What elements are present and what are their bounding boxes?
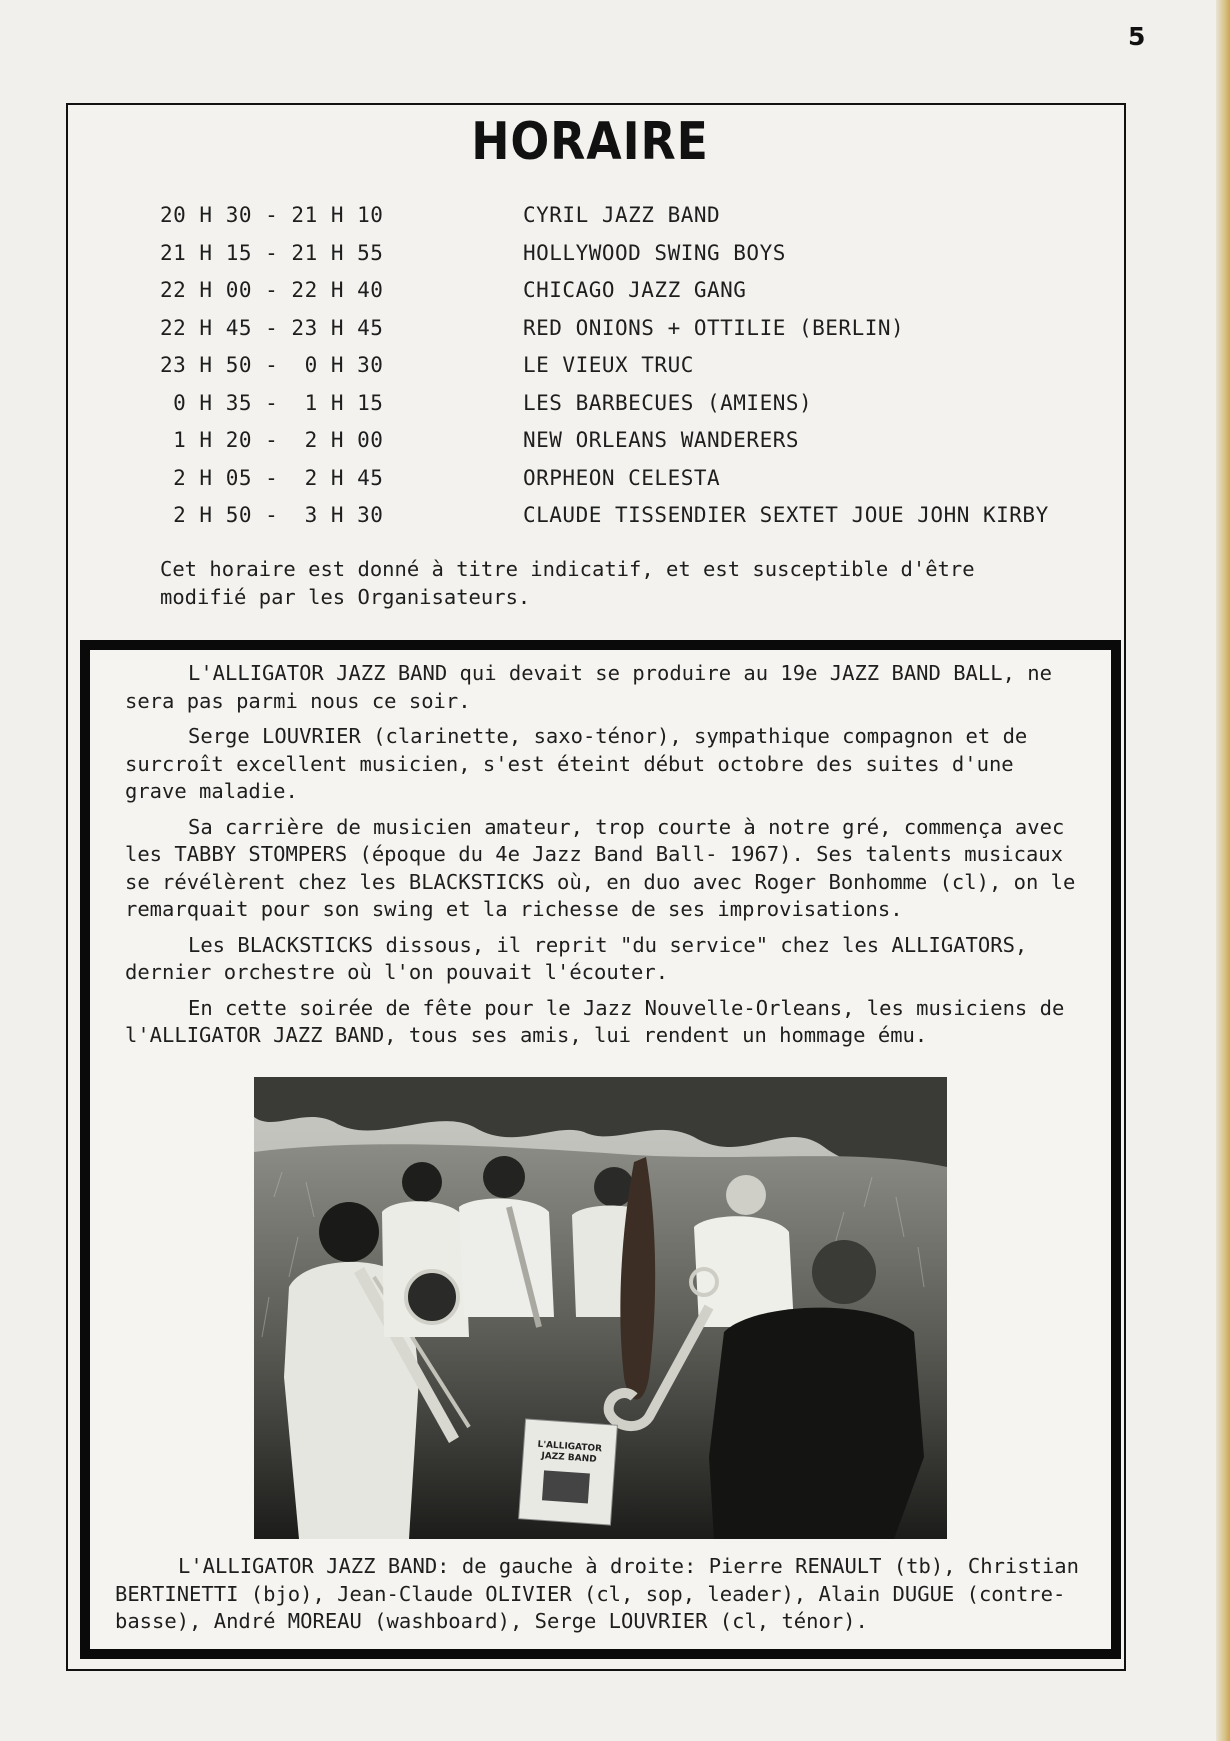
schedule-table [160, 203, 1060, 541]
schedule-band: RED ONIONS + OTTILIE (BERLIN) [523, 315, 905, 340]
tribute-paragraph: Sa carrière de musicien amateur, trop courte à notre gré, commença avec les TABBY STOMPERS (époque du 4e Jazz Band Ball- 1967). Ses talents musicaux se révélèrent chez les BLACKSTICKS où, en duo avec Roger Bonhomme (cl), on le remarquait pour son swing et la richesse de ses improvisations. [125, 814, 1076, 921]
schedule-row [160, 391, 1060, 429]
schedule-row [160, 428, 1060, 466]
schedule-time: 1 H 20 - 2 H 00 [160, 428, 384, 452]
schedule-row [160, 241, 1060, 279]
schedule-row [160, 466, 1060, 504]
schedule-band: NEW ORLEANS WANDERERS [523, 428, 800, 452]
tribute-paragraph: Serge LOUVRIER (clarinette, saxo-ténor), sympathique compagnon et de surcroît excellent musicien, s'est éteint début octobre des suites d'une grave maladie. [125, 724, 1028, 803]
schedule-time: 22 H 00 - 22 H 40 [160, 278, 384, 302]
schedule-time: 0 H 35 - 1 H 15 [160, 390, 384, 415]
schedule-note: Cet horaire est donné à titre indicatif, et est susceptible d'être modifié par les Organisateurs. [160, 557, 975, 609]
album-cover-text: L'ALLIGATORJAZZ BAND [537, 1439, 603, 1465]
schedule-band: CLAUDE TISSENDIER SEXTET JOUE JOHN KIRBY [523, 503, 1049, 527]
schedule-row [160, 203, 1060, 241]
schedule-band: HOLLYWOOD SWING BOYS [523, 240, 786, 265]
tribute-text [125, 660, 1085, 1058]
schedule-time: 22 H 45 - 23 H 45 [160, 315, 384, 340]
schedule-band: CHICAGO JAZZ GANG [523, 278, 747, 302]
band-photo-illustration [254, 1077, 947, 1539]
band-photo [254, 1077, 947, 1539]
schedule-time: 23 H 50 - 0 H 30 [160, 353, 384, 377]
schedule-time: 20 H 30 - 21 H 10 [160, 203, 384, 227]
schedule-time: 2 H 05 - 2 H 45 [160, 465, 384, 490]
tribute-paragraph: En cette soirée de fête pour le Jazz Nouvelle-Orleans, les musiciens de l'ALLIGATOR JAZZ BAND, tous ses amis, lui rendent un hommage ému. [125, 995, 1065, 1047]
schedule-band: ORPHEON CELESTA [523, 465, 721, 490]
photo-caption: L'ALLIGATOR JAZZ BAND: de gauche à droite: Pierre RENAULT (tb), Christian BERTINETTI (bjo), Jean-Claude OLIVIER (cl, sop, leader), Alain DUGUE (contre-basse), André MOREAU (washboard), Serge LOUVRIER (cl, ténor). [115, 1554, 1079, 1633]
tribute-paragraph: L'ALLIGATOR JAZZ BAND qui devait se produire au 19e JAZZ BAND BALL, ne sera pas parmi nous ce soir. [125, 661, 1052, 713]
paper-edge [1216, 0, 1230, 1741]
schedule-row [160, 353, 1060, 391]
page-number: 5 [1128, 22, 1146, 51]
schedule-band: LES BARBECUES (AMIENS) [523, 390, 813, 415]
schedule-band: LE VIEUX TRUC [523, 353, 694, 377]
tribute-paragraph: Les BLACKSTICKS dissous, il reprit "du service" chez les ALLIGATORS, dernier orchestre où l'on pouvait l'écouter. [125, 932, 1028, 984]
schedule-time: 2 H 50 - 3 H 30 [160, 503, 384, 527]
schedule-title: HORAIRE [471, 112, 709, 172]
schedule-row [160, 278, 1060, 316]
schedule-band: CYRIL JAZZ BAND [523, 203, 721, 227]
schedule-row [160, 503, 1060, 541]
schedule-row [160, 316, 1060, 354]
schedule-time: 21 H 15 - 21 H 55 [160, 240, 384, 265]
